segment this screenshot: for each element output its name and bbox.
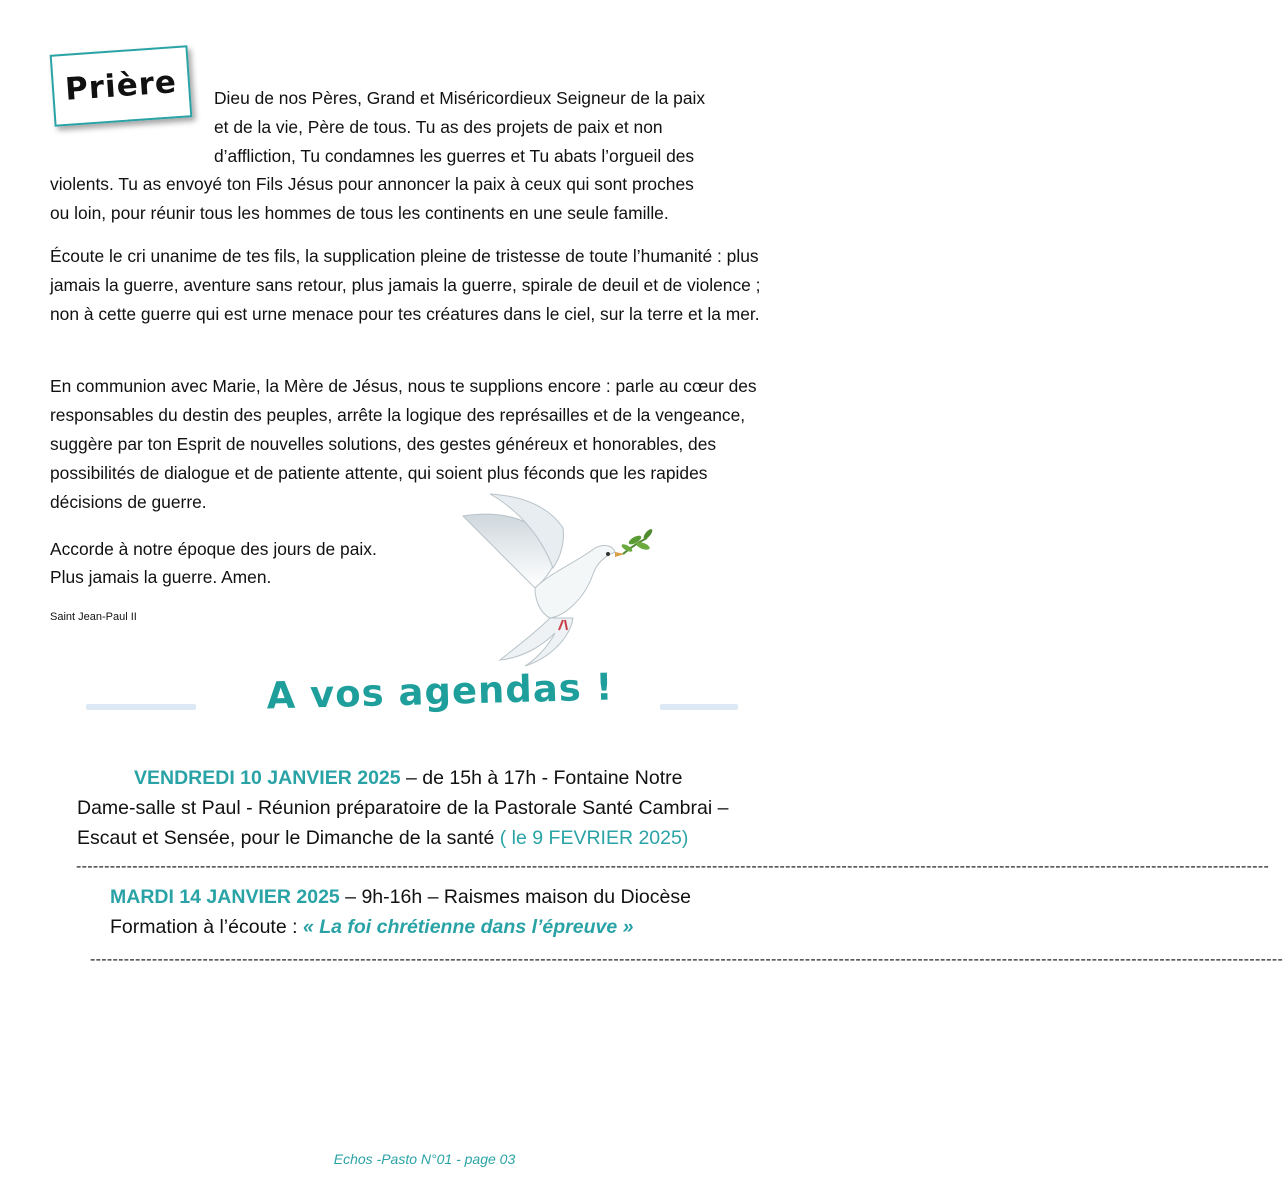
event1-desc: Escaut et Sensée, pour le Dimanche de la santé (77, 827, 495, 849)
prayer-line: Dieu de nos Pères, Grand et Miséricordieux Seigneur de la paix (214, 88, 706, 108)
event2-date: MARDI 14 JANVIER 2025 (110, 886, 340, 908)
event1-note: ( le 9 FEVRIER 2025) (494, 827, 689, 849)
dashed-separator: -------------------------------------------------------------------------------------------------------------------------------------------------------------------------------------------------------------------- (90, 951, 1283, 968)
dove-image (455, 488, 655, 666)
prayer-source: Saint Jean-Paul II (50, 611, 137, 623)
prayer-closing-line: Plus jamais la guerre. Amen. (50, 567, 272, 587)
event1-time: – de 15h à 17h - Fontaine Notre (400, 767, 683, 789)
agenda-heading: A vos agendas ! (265, 665, 615, 718)
prayer-line: d’affliction, Tu condamnes les guerres et Tu abats l’orgueil des (214, 146, 695, 166)
dashed-separator: -------------------------------------------------------------------------------------------------------------------------------------------------------------------------------------------------------------------- (76, 858, 1270, 875)
prayer-closing-line: Accorde à notre époque des jours de paix. (50, 539, 377, 559)
prayer-paragraph-3: En communion avec Marie, la Mère de Jésus, nous te supplions encore : parle au cœur des responsables du destin des peuples, arrête la logique des représailles et de la vengeance, suggère par ton Esprit de nouvelles solutions, des gestes généreux et honorables, des possibilités de dialogue et de patiente attente, qui soient plus féconds que les rapides décisions de guerre. (50, 376, 757, 512)
event1-line2: Dame-salle st Paul - Réunion préparatoire de la Pastorale Santé Cambrai – (77, 797, 729, 819)
prayer-title: Prière (63, 64, 179, 108)
event2-title: « La foi chrétienne dans l’épreuve » (302, 916, 634, 938)
event1-date: VENDREDI 10 JANVIER 2025 (134, 767, 401, 789)
decorative-line-right (660, 704, 738, 710)
event2-prefix: Formation à l’écoute : (110, 916, 303, 938)
event1-line3 (77, 823, 688, 853)
event2-time: – 9h-16h – Raismes maison du Diocèse (339, 886, 691, 908)
page-footer: Echos -Pasto N°01 - page 03 (333, 1151, 516, 1167)
decorative-line-left (86, 704, 196, 710)
prayer-line: et de la vie, Père de tous. Tu as des projets de paix et non (214, 117, 663, 137)
event2-line1 (110, 882, 691, 912)
event1-line1 (134, 763, 682, 793)
prayer-paragraph-2: Écoute le cri unanime de tes fils, la supplication pleine de tristesse de toute l’humanité : plus jamais la guerre, aventure sans retour, plus jamais la guerre, spirale de deuil et de violence ; non à cette guerre qui est urne menace pour tes créatures dans le ciel, sur la terre et la mer. (50, 246, 761, 324)
prayer-line: ou loin, pour réunir tous les hommes de tous les continents en une seule famille. (50, 203, 669, 223)
prayer-line: violents. Tu as envoyé ton Fils Jésus pour annoncer la paix à ceux qui sont proches (50, 174, 694, 194)
event2-line2 (110, 912, 633, 942)
prayer-title-box (50, 45, 193, 126)
